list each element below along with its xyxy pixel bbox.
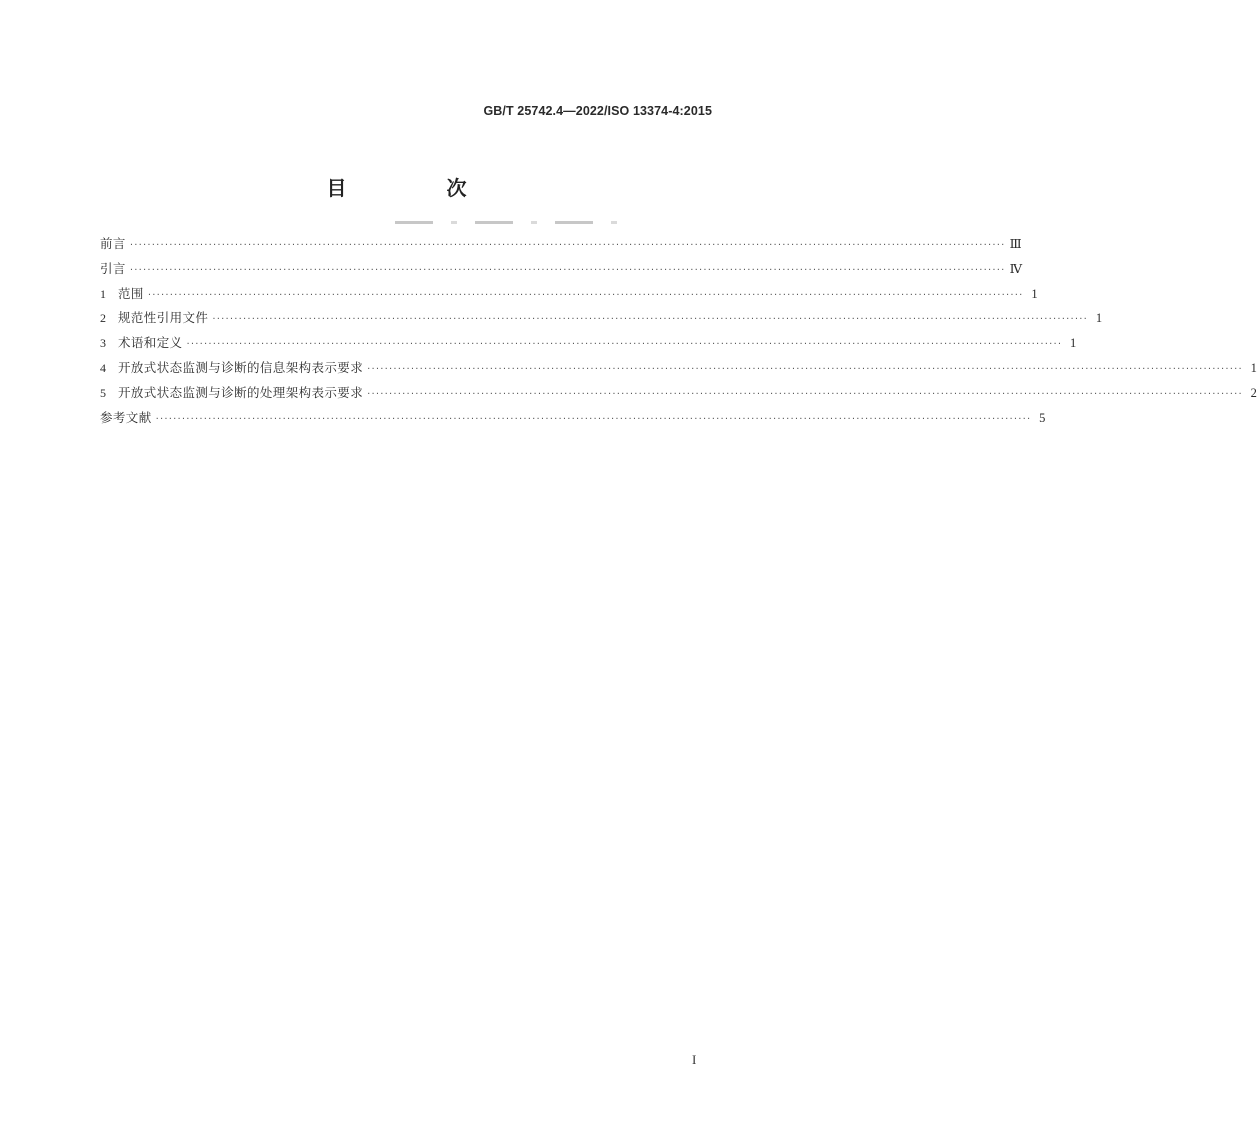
toc-leader-dots: ········································································································································································································ — [367, 388, 1243, 400]
toc-entry-text: 引言 — [100, 260, 126, 276]
toc-entry-number: 5 — [100, 385, 106, 400]
table-of-contents — [100, 234, 1257, 432]
toc-leader-dots: ········································································································································································································ — [186, 339, 1063, 351]
toc-entry-foreword[interactable] — [100, 234, 1022, 259]
toc-entry-text: 参考文献 — [100, 409, 152, 425]
toc-leader-dots: ········································································································································································································ — [147, 289, 1024, 301]
toc-leader-dots: ········································································································································································································ — [129, 240, 1006, 251]
toc-entry-page: 1 — [1095, 311, 1103, 326]
standard-code: GB/T 25742.4—2022/ISO 13374-4:2015 — [483, 104, 712, 118]
scan-artifact — [395, 221, 630, 224]
toc-entry-normative-references[interactable] — [100, 308, 1103, 333]
toc-leader-dots: ········································································································································································································ — [367, 363, 1243, 375]
toc-entry-number: 2 — [100, 311, 106, 326]
toc-entry-bibliography[interactable] — [100, 408, 1046, 433]
page-number: I — [692, 1052, 697, 1067]
toc-entry-processing-architecture[interactable] — [100, 383, 1257, 408]
toc-leader-dots: ········································································································································································································ — [155, 413, 1032, 425]
toc-entry-text: 前言 — [100, 236, 126, 251]
toc-leader-dots: ········································································································································································································ — [212, 314, 1089, 326]
page-title: 目 次 — [326, 176, 507, 200]
toc-entry-text: 范围 — [118, 285, 144, 301]
toc-entry-page: 1 — [1070, 336, 1077, 351]
toc-entry-page: Ⅳ — [1009, 261, 1023, 276]
toc-entry-number: 4 — [100, 360, 106, 375]
toc-entry-page: Ⅲ — [1009, 237, 1022, 251]
toc-entry-page: 1 — [1250, 360, 1257, 375]
toc-entry-page: 5 — [1039, 410, 1046, 425]
toc-leader-dots: ········································································································································································································ — [129, 264, 1006, 276]
toc-entry-scope[interactable] — [100, 284, 1038, 309]
toc-entry-text: 开放式状态监测与诊断的处理架构表示要求 — [118, 384, 364, 400]
toc-entry-terms-definitions[interactable] — [100, 333, 1077, 358]
toc-entry-text: 术语和定义 — [118, 335, 183, 351]
toc-entry-text: 开放式状态监测与诊断的信息架构表示要求 — [118, 359, 364, 375]
toc-entry-text: 规范性引用文件 — [118, 310, 209, 326]
toc-entry-introduction[interactable] — [100, 259, 1023, 284]
toc-entry-number: 1 — [100, 286, 106, 301]
toc-entry-information-architecture[interactable] — [100, 358, 1257, 383]
toc-entry-page: 2 — [1250, 385, 1257, 400]
toc-entry-number: 3 — [100, 336, 106, 351]
toc-entry-page: 1 — [1031, 286, 1038, 301]
